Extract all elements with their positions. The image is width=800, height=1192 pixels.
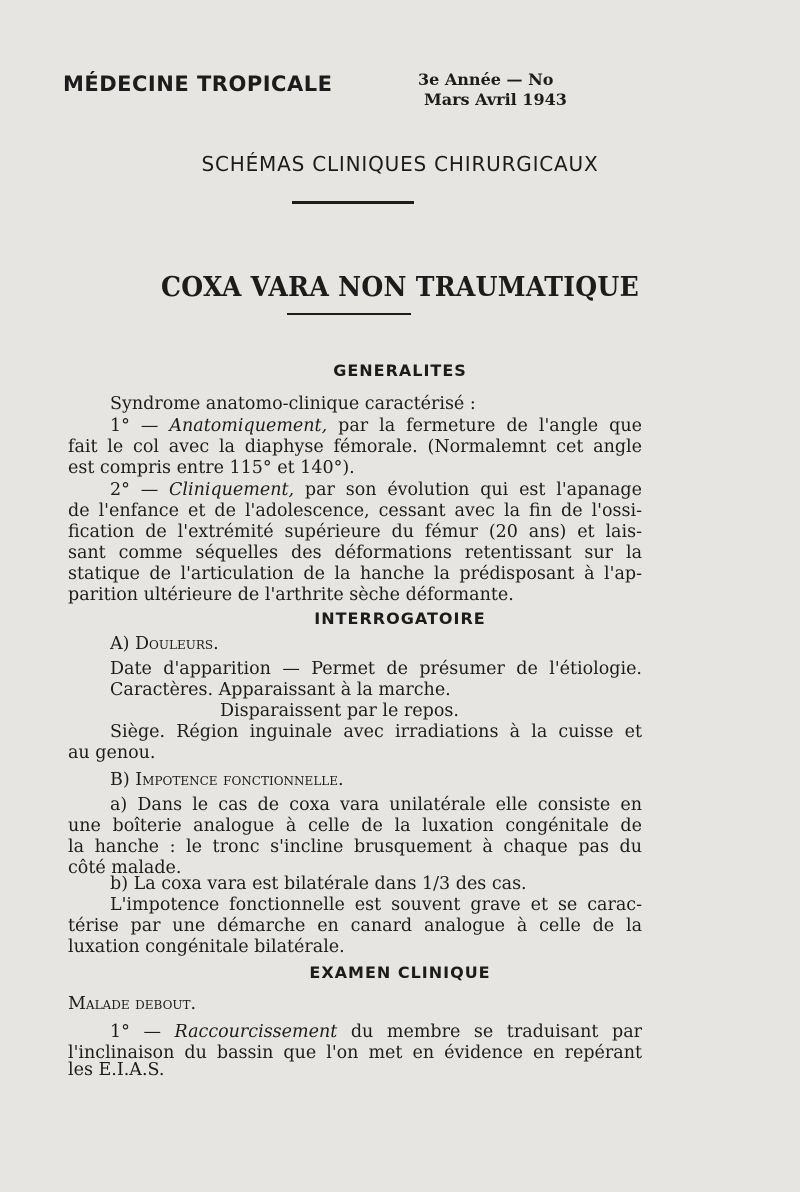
paragraph-line: Caractères. Apparaissant à la marche. [110, 680, 451, 700]
paragraph-line: b) La coxa vara est bilatérale dans 1/3 des cas. [110, 874, 527, 894]
paragraph-line: de l'enfance et de l'adolescence, cessant avec la fin de l'ossi- [68, 501, 642, 521]
paragraph-line: est compris entre 115° et 140°). [68, 458, 355, 478]
paragraph-line: L'impotence fonctionnelle est souvent grave et se carac- [110, 895, 642, 915]
paragraph-line: 1° — Anatomiquement, par la fermeture de l'angle que [110, 416, 642, 436]
section-heading-generalites: GENERALITES [333, 361, 467, 380]
paragraph-line: Siège. Région inguinale avec irradiations à la cuisse et [110, 722, 642, 742]
paragraph-line: au genou. [68, 743, 156, 763]
paragraph-line: fait le col avec la diaphyse fémorale. (Normalemnt cet angle [68, 437, 642, 457]
paragraph-line: térise par une démarche en canard analogue à celle de la [68, 916, 642, 936]
paragraph-line: la hanche : le tronc s'incline brusquement à chaque pas du [68, 837, 642, 857]
subsection-douleurs: A) Douleurs. [110, 634, 219, 654]
paragraph-line: l'inclinaison du bassin que l'on met en évidence en repérant [68, 1043, 642, 1063]
paragraph-line: Syndrome anatomo-clinique caractérisé : [110, 394, 476, 414]
issue-number: 3e Année — No [418, 70, 554, 89]
paragraph-line: une boîterie analogue à celle de la luxation congénitale de [68, 816, 642, 836]
paragraph-line: sant comme séquelles des déformations retentissant sur la [68, 543, 642, 563]
section-heading-examen: EXAMEN CLINIQUE [309, 963, 491, 982]
paragraph-line: Disparaissent par le repos. [220, 701, 459, 721]
subsection-malade-debout: Malade debout. [68, 994, 197, 1014]
section-heading-interrogatoire: INTERROGATOIRE [314, 609, 486, 628]
paragraph-line: luxation congénitale bilatérale. [68, 937, 345, 957]
journal-title: MÉDECINE TROPICALE [63, 72, 333, 96]
paragraph-line: parition ultérieure de l'arthrite sèche déformante. [68, 585, 514, 605]
issue-date: Mars Avril 1943 [424, 90, 567, 109]
paragraph-line: fication de l'extrémité supérieure du fémur (20 ans) et lais- [68, 522, 642, 542]
paragraph-line: 2° — Cliniquement, par son évolution qui est l'apanage [110, 480, 642, 500]
paragraph-line: a) Dans le cas de coxa vara unilatérale elle consiste en [110, 795, 642, 815]
paragraph-line: les E.I.A.S. [68, 1060, 165, 1080]
title-divider-bottom [287, 313, 411, 315]
paragraph-line: 1° — Raccourcissement du membre se traduisant par [110, 1022, 642, 1042]
series-title: SCHÉMAS CLINIQUES CHIRURGICAUX [201, 152, 599, 176]
article-title: COXA VARA NON TRAUMATIQUE [160, 272, 640, 303]
paragraph-line: statique de l'articulation de la hanche la prédisposant à l'ap- [68, 564, 642, 584]
title-divider-top [292, 201, 414, 204]
subsection-impotence: B) Impotence fonctionnelle. [110, 770, 344, 790]
paragraph-line: Date d'apparition — Permet de présumer de l'étiologie. [110, 659, 642, 679]
paragraph-line: côté malade. [68, 858, 182, 878]
